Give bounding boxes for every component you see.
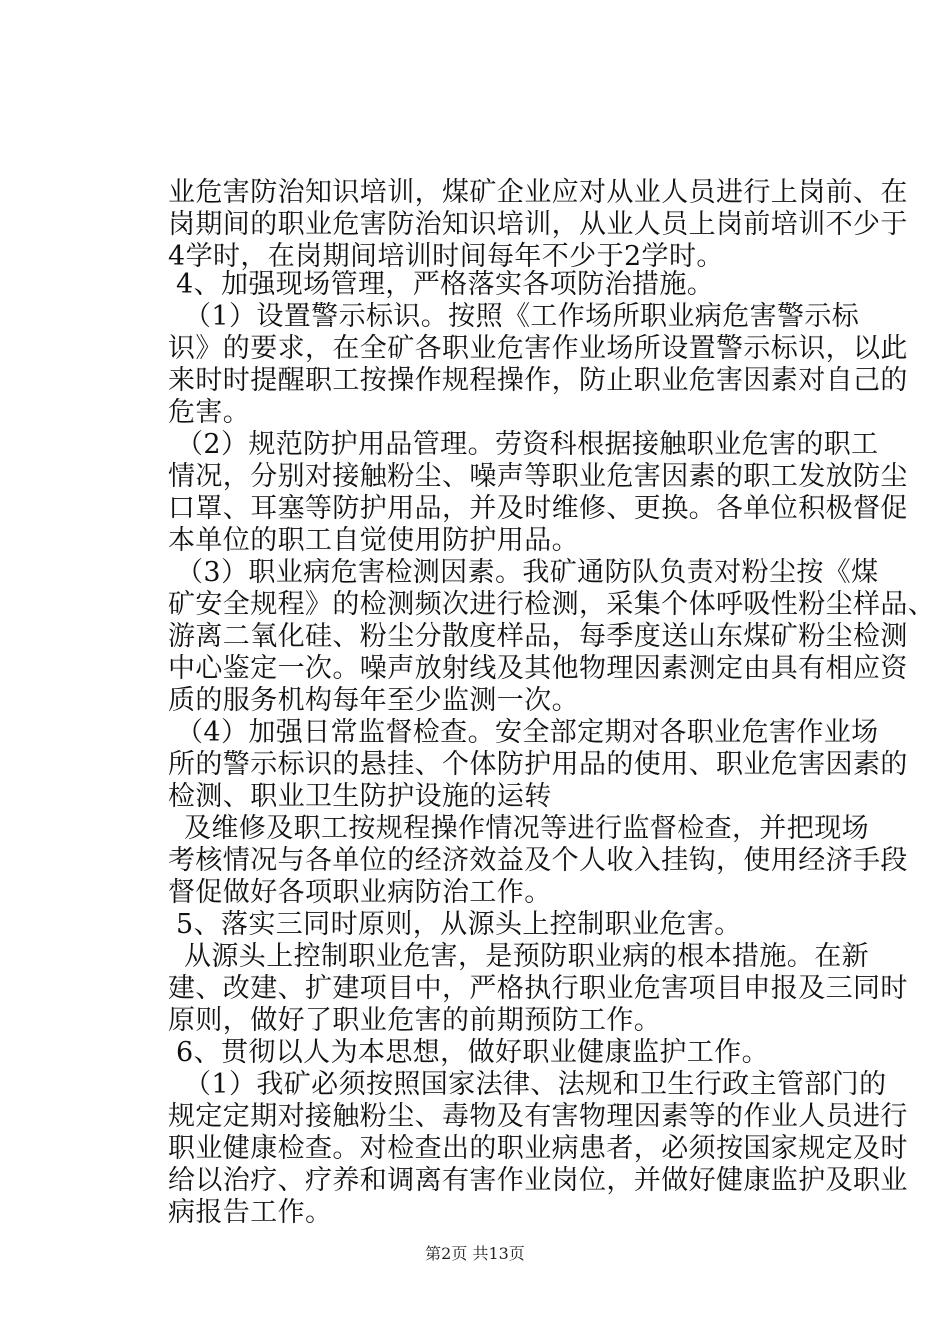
text-line: 质的服务机构每年至少监测一次。 bbox=[168, 685, 579, 716]
text-line: 业危害防治知识培训，煤矿企业应对从业人员进行上岗前、在 bbox=[168, 177, 908, 208]
text-line: 危害。 bbox=[168, 397, 251, 428]
text-line: 给以治疗、疗养和调离有害作业岗位，并做好健康监护及职业 bbox=[168, 1165, 908, 1196]
section-heading: 6、贯彻以人为本思想，做好职业健康监护工作。 bbox=[176, 1037, 769, 1068]
page-number-footer: 第2页 共13页 bbox=[425, 1244, 525, 1263]
section-heading: 5、落实三同时原则，从源头上控制职业危害。 bbox=[176, 909, 742, 940]
text-line: 考核情况与各单位的经济效益及个人收入挂钩，使用经济手段 bbox=[168, 845, 908, 876]
text-line: 情况，分别对接触粉尘、噪声等职业危害因素的职工发放防尘 bbox=[168, 461, 908, 492]
text-line: 来时时提醒职工按操作规程操作，防止职业危害因素对自己的 bbox=[168, 365, 908, 396]
text-line: 检测、职业卫生防护设施的运转 bbox=[168, 781, 552, 812]
text-line: 所的警示标识的悬挂、个体防护用品的使用、职业危害因素的 bbox=[168, 749, 908, 780]
text-line: 及维修及职工按规程操作情况等进行监督检查，并把现场 bbox=[184, 813, 869, 844]
text-line: 原则，做好了职业危害的前期预防工作。 bbox=[168, 1005, 662, 1036]
text-line: 游离二氧化硅、粉尘分散度样品，每季度送山东煤矿粉尘检测 bbox=[168, 621, 908, 652]
text-line: 矿安全规程》的检测频次进行检测，采集个体呼吸性粉尘样品、 bbox=[168, 589, 936, 620]
text-line: 4学时，在岗期间培训时间每年不少于2学时。 bbox=[168, 241, 724, 272]
text-line: 从源头上控制职业危害，是预防职业病的根本措施。在新 bbox=[184, 941, 869, 972]
text-line: 职业健康检查。对检查出的职业病患者，必须按国家规定及时 bbox=[168, 1133, 908, 1164]
text-line: 岗期间的职业危害防治知识培训，从业人员上岗前培训不少于 bbox=[168, 209, 908, 240]
text-line: 本单位的职工自觉使用防护用品。 bbox=[168, 525, 579, 556]
text-line: 督促做好各项职业病防治工作。 bbox=[168, 877, 552, 908]
text-line: 口罩、耳塞等防护用品，并及时维修、更换。各单位积极督促 bbox=[168, 493, 908, 524]
text-line: （1）设置警示标识。按照《工作场所职业病危害警示标 bbox=[184, 301, 860, 332]
text-line: 病报告工作。 bbox=[168, 1197, 333, 1228]
text-line: 建、改建、扩建项目中，严格执行职业危害项目申报及三同时 bbox=[168, 973, 908, 1004]
text-line: （1）我矿必须按照国家法律、法规和卫生行政主管部门的 bbox=[184, 1069, 887, 1100]
text-line: 识》的要求，在全矿各职业危害作业场所设置警示标识，以此 bbox=[168, 333, 908, 364]
section-heading: 4、加强现场管理，严格落实各项防治措施。 bbox=[176, 269, 715, 300]
text-line: （3）职业病危害检测因素。我矿通防队负责对粉尘按《煤 bbox=[176, 557, 879, 588]
text-line: 规定定期对接触粉尘、毒物及有害物理因素等的作业人员进行 bbox=[168, 1101, 908, 1132]
text-line: 中心鉴定一次。噪声放射线及其他物理因素测定由具有相应资 bbox=[168, 653, 908, 684]
text-line: （2）规范防护用品管理。劳资科根据接触职业危害的职工 bbox=[176, 429, 879, 460]
text-line: （4）加强日常监督检查。安全部定期对各职业危害作业场 bbox=[176, 717, 879, 748]
